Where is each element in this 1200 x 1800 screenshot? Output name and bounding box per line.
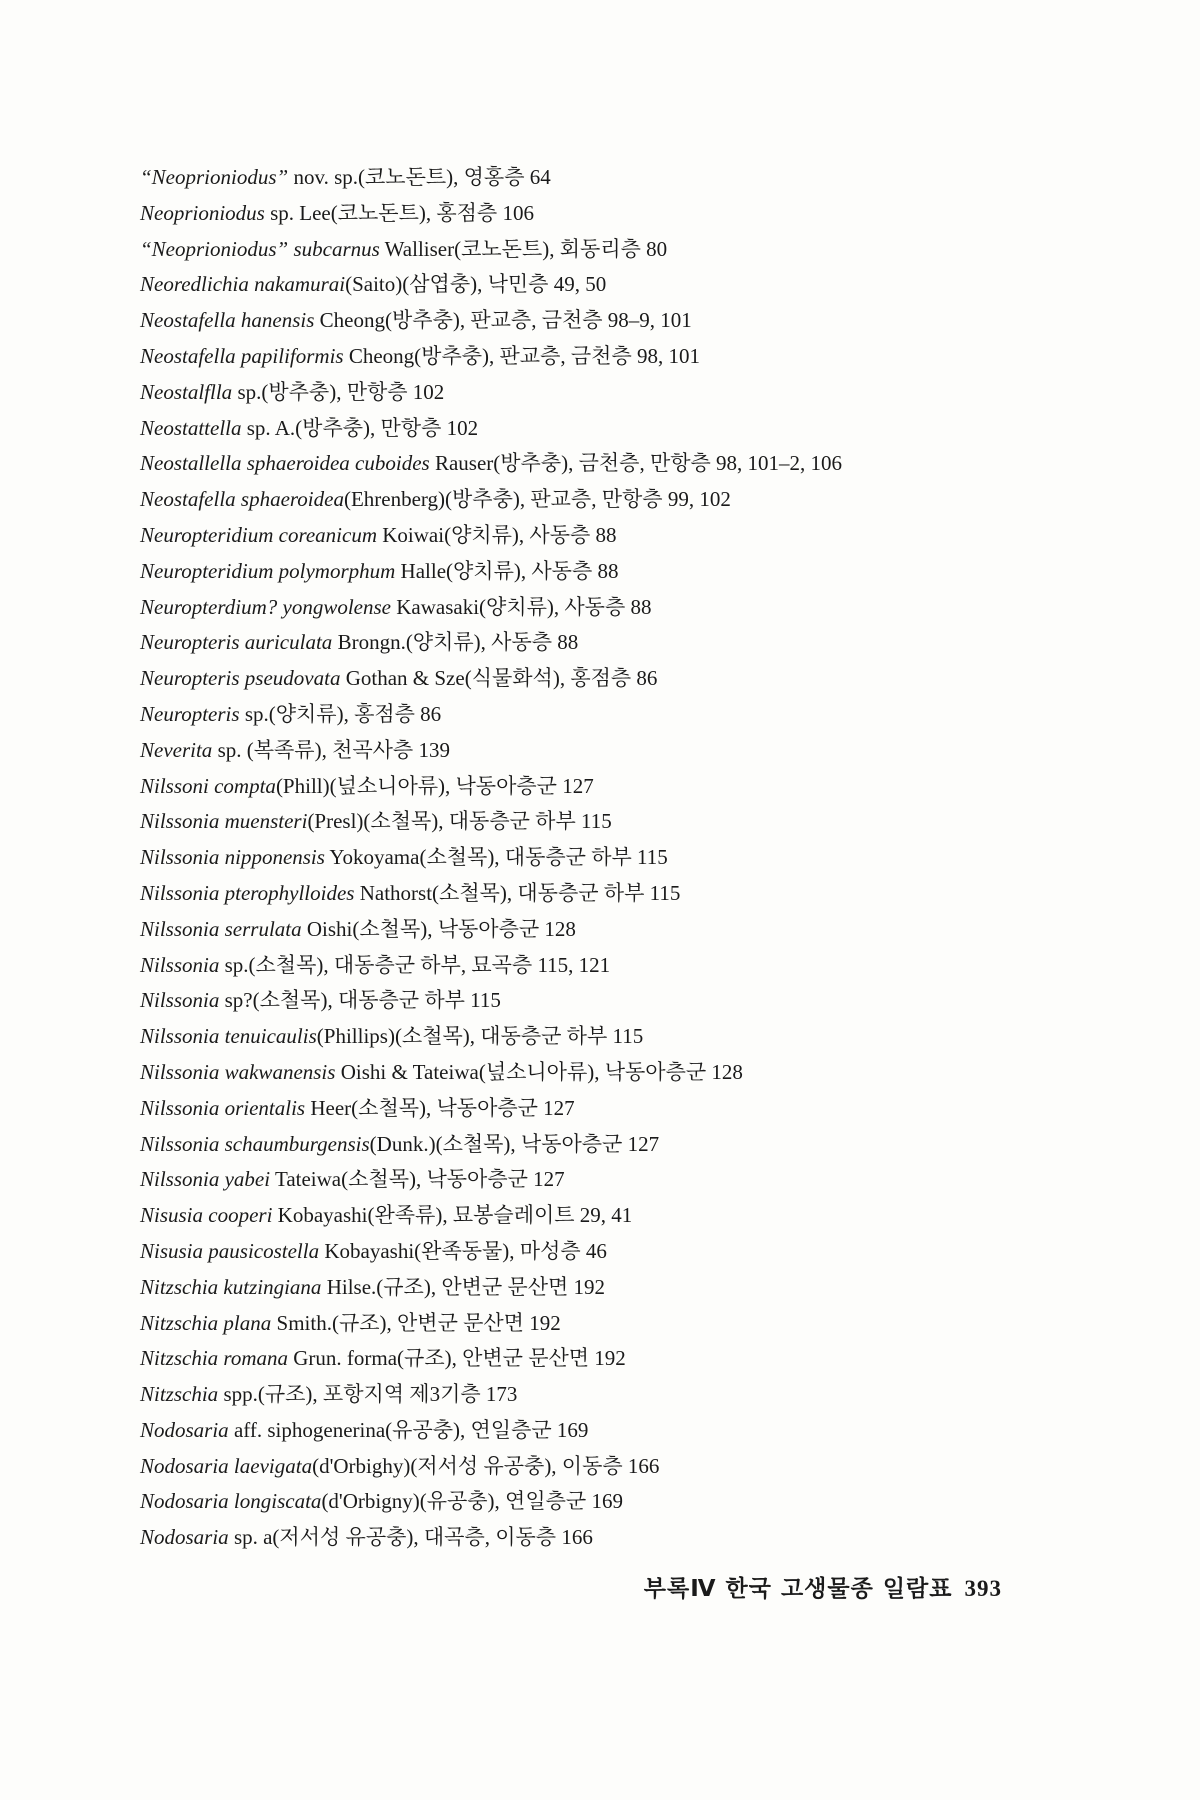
scientific-name: Nilssonia nipponensis [140, 845, 325, 870]
scientific-name: Neuropterdium? yongwolense [140, 594, 391, 619]
scientific-name: Neoprioniodus [140, 200, 265, 225]
list-item [140, 590, 1100, 626]
scientific-name: Nodosaria longiscata [140, 1489, 322, 1514]
list-item [140, 411, 1100, 447]
scientific-name: Nilssoni compta [140, 773, 276, 798]
list-item [140, 339, 1100, 375]
list-item [140, 661, 1100, 697]
scientific-name: Nodosaria [140, 1417, 229, 1442]
entry-detail: (d'Orbighy)(저서성 유공충), 이동층 166 [312, 1453, 660, 1478]
scientific-name: Nitzschia kutzingiana [140, 1274, 322, 1299]
scientific-name: “Neoprioniodus” [140, 165, 289, 189]
entry-detail: (Saito)(삼엽충), 낙민층 49, 50 [345, 272, 607, 297]
scientific-name: Neostallella sphaeroidea cuboides [140, 451, 430, 476]
scientific-name: Neuropteris [140, 701, 240, 726]
scientific-name: Nitzschia romana [140, 1346, 288, 1371]
entry-detail: Kobayashi(완족동물), 마성층 46 [319, 1238, 607, 1263]
scientific-name: Nilssonia tenuicaulis [140, 1024, 317, 1049]
entry-detail: sp. a(저서성 유공충), 대곡층, 이동층 166 [228, 1525, 593, 1550]
scientific-name: Nilssonia orientalis [140, 1095, 306, 1120]
entry-detail: Tateiwa(소철목), 낙동아층군 127 [270, 1167, 565, 1192]
entry-detail: (Presl)(소철목), 대동층군 하부 115 [307, 809, 612, 834]
entry-detail: aff. siphogenerina(유공충), 연일층군 169 [228, 1417, 589, 1442]
scientific-name: Neoredlichia nakamurai [140, 272, 346, 297]
scientific-name: Neostafella hanensis [140, 308, 315, 333]
scientific-name: Nilssonia serrulata [140, 916, 302, 941]
scientific-name: Neostattella [140, 415, 242, 440]
entry-detail: Oishi & Tateiwa(넢소니아류), 낙동아층군 128 [335, 1059, 743, 1084]
entry-detail: sp?(소철목), 대동층군 하부 115 [219, 988, 501, 1013]
entry-detail: nov. sp.(코노돈트), 영홍층 64 [288, 165, 551, 189]
list-item [140, 267, 1100, 303]
scientific-name: Nisusia pausicostella [140, 1238, 320, 1263]
scientific-name: Nitzschia plana [140, 1310, 272, 1335]
entry-detail: (Dunk.)(소철목), 낙동아층군 127 [369, 1131, 660, 1156]
list-item [140, 446, 1100, 482]
list-item [140, 303, 1100, 339]
entry-detail: Brongn.(양치류), 사동층 88 [332, 630, 579, 655]
entry-detail: (Phill)(넢소니아류), 낙동아층군 127 [275, 773, 594, 798]
scientific-name: Neostafella papiliformis [140, 343, 344, 368]
list-item [140, 769, 1100, 805]
list-item [140, 1127, 1100, 1163]
species-list [140, 160, 1100, 1556]
list-item [140, 1449, 1100, 1485]
scientific-name: Neostafella sphaeroidea [140, 487, 344, 512]
entry-detail: Heer(소철목), 낙동아층군 127 [305, 1095, 575, 1120]
scientific-name: Neuropteridium coreanicum [140, 522, 377, 547]
list-item [140, 518, 1100, 554]
list-item [140, 1198, 1100, 1234]
list-item [140, 733, 1100, 769]
entry-detail: sp. (복족류), 천곡사층 139 [212, 737, 450, 762]
list-item [140, 876, 1100, 912]
entry-detail: sp.(방추충), 만항층 102 [232, 379, 445, 404]
list-item [140, 160, 1100, 196]
entry-detail: Walliser(코노돈트), 회동리층 80 [379, 236, 668, 261]
scientific-name: Nilssonia wakwanensis [140, 1059, 336, 1084]
entry-detail: Hilse.(규조), 안변군 문산면 192 [321, 1274, 606, 1299]
entry-detail: (d'Orbigny)(유공충), 연일층군 169 [321, 1489, 623, 1514]
list-item [140, 1234, 1100, 1270]
list-item [140, 912, 1100, 948]
entry-detail: spp.(규조), 포항지역 제3기층 173 [218, 1382, 518, 1407]
list-item [140, 482, 1100, 518]
list-item [140, 625, 1100, 661]
scientific-name: Neuropteridium polymorphum [140, 558, 396, 583]
list-item [140, 1019, 1100, 1055]
list-item [140, 1341, 1100, 1377]
list-item [140, 948, 1100, 984]
list-item [140, 983, 1100, 1019]
list-item [140, 1162, 1100, 1198]
list-item [140, 1520, 1100, 1556]
entry-detail: sp. Lee(코노돈트), 홍점층 106 [264, 200, 534, 225]
entry-detail: Halle(양치류), 사동층 88 [395, 558, 619, 583]
entry-detail: Oishi(소철목), 낙동아층군 128 [301, 916, 576, 941]
section-title: 부록Ⅳ 한국 고생물종 일람표 [643, 1576, 953, 1602]
entry-detail: sp.(소철목), 대동층군 하부, 묘곡층 115, 121 [219, 952, 611, 977]
entry-detail: Kawasaki(양치류), 사동층 88 [391, 594, 652, 619]
list-item [140, 1306, 1100, 1342]
entry-detail: Gothan & Sze(식물화석), 홍점층 86 [340, 666, 658, 691]
scientific-name: Neuropteris auriculata [140, 630, 333, 655]
scientific-name: Nilssonia schaumburgensis [140, 1131, 370, 1156]
list-item [140, 1091, 1100, 1127]
scientific-name: Neuropteris pseudovata [140, 666, 341, 691]
page-footer [644, 1570, 1002, 1603]
list-item [140, 804, 1100, 840]
entry-detail: Koiwai(양치류), 사동층 88 [377, 522, 617, 547]
page-number: 393 [964, 1576, 1002, 1601]
list-item [140, 1270, 1100, 1306]
entry-detail: (Phillips)(소철목), 대동층군 하부 115 [316, 1024, 644, 1049]
entry-detail: Cheong(방추충), 판교층, 금천층 98–9, 101 [314, 308, 692, 333]
list-item [140, 232, 1100, 268]
entry-detail: Kobayashi(완족류), 묘봉슬레이트 29, 41 [272, 1203, 633, 1228]
scientific-name: Nitzschia [140, 1382, 219, 1407]
entry-detail: Nathorst(소철목), 대동층군 하부 115 [354, 880, 681, 905]
scientific-name: Nisusia cooperi [140, 1203, 273, 1228]
scientific-name: Neverita [140, 737, 213, 762]
scientific-name: Nilssonia muensteri [140, 809, 308, 834]
scientific-name: Neostalflla [140, 379, 233, 404]
entry-detail: Cheong(방추충), 판교층, 금천층 98, 101 [343, 343, 700, 368]
scientific-name: Nodosaria laevigata [140, 1453, 313, 1478]
scientific-name: “Neoprioniodus” subcarnus [140, 236, 380, 261]
scientific-name: Nilssonia [140, 952, 220, 977]
list-item [140, 697, 1100, 733]
entry-detail: Yokoyama(소철목), 대동층군 하부 115 [324, 845, 668, 870]
entry-detail: (Ehrenberg)(방추충), 판교층, 만항층 99, 102 [343, 487, 731, 512]
scientific-name: Nilssonia [140, 988, 220, 1013]
list-item [140, 375, 1100, 411]
list-item [140, 196, 1100, 232]
entry-detail: sp. A.(방추충), 만항층 102 [241, 415, 479, 440]
entry-detail: Grun. forma(규조), 안변군 문산면 192 [287, 1346, 626, 1371]
list-item [140, 1055, 1100, 1091]
list-item [140, 554, 1100, 590]
entry-detail: Smith.(규조), 안변군 문산면 192 [271, 1310, 561, 1335]
scientific-name: Nodosaria [140, 1525, 229, 1550]
list-item [140, 1413, 1100, 1449]
scientific-name: Nilssonia pterophylloides [140, 880, 355, 905]
entry-detail: Rauser(방추충), 금천층, 만항층 98, 101–2, 106 [429, 451, 843, 476]
entry-detail: sp.(양치류), 홍점층 86 [239, 701, 442, 726]
list-item [140, 1484, 1100, 1520]
list-item [140, 840, 1100, 876]
list-item [140, 1377, 1100, 1413]
scientific-name: Nilssonia yabei [140, 1167, 271, 1192]
